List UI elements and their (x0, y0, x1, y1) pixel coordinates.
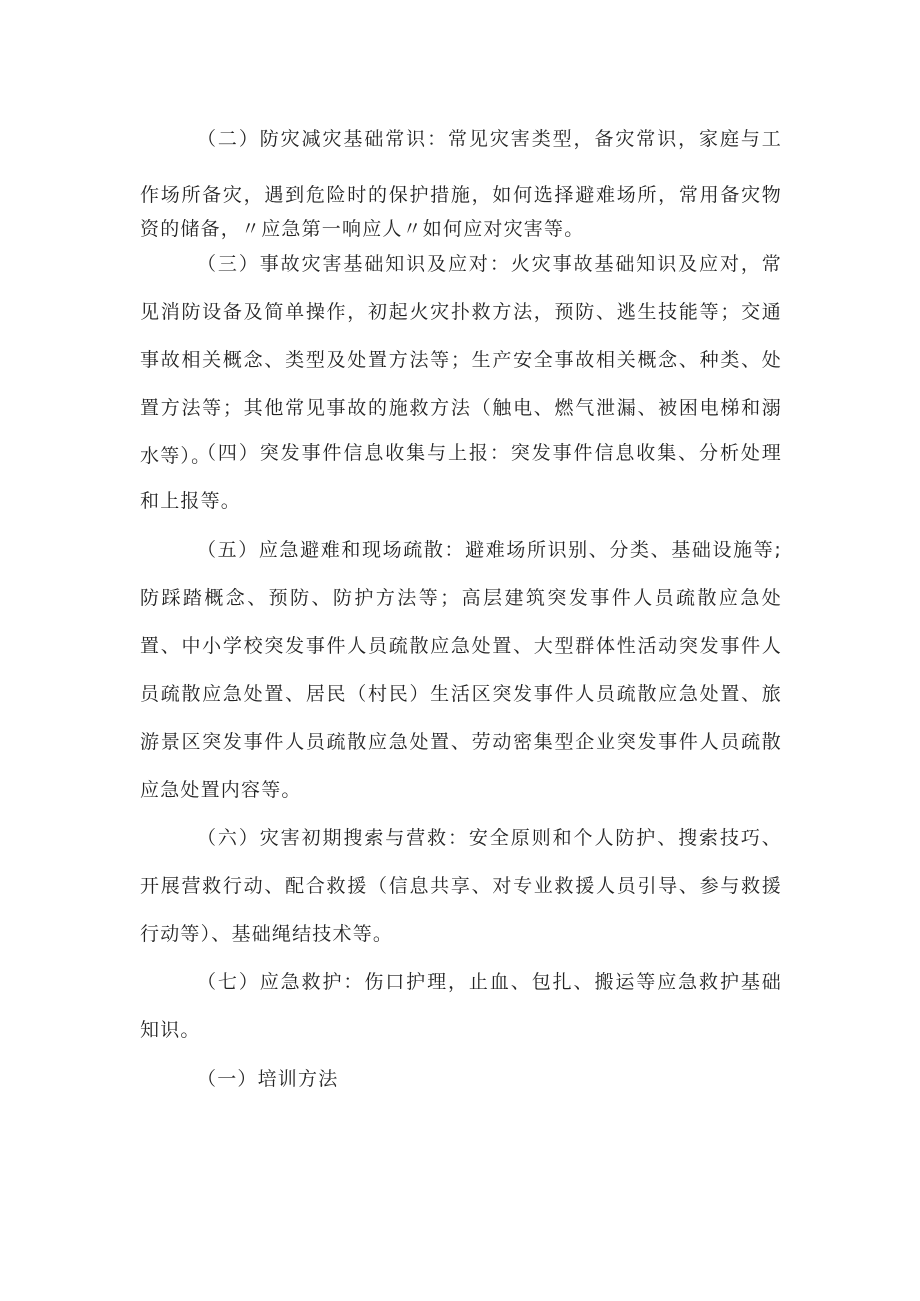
paragraph-disaster-reduction-heading-line: （二）防灾减灾基础常识：常见灾害类型，备灾常识，家庭与工 (197, 128, 782, 150)
paragraph-first-aid: （七）应急救护：伤口护理，止血、包扎、搬运等应急救护基础知识。 (140, 971, 782, 1041)
paragraph-training-method-heading: （一）培训方法 (197, 1068, 339, 1090)
paragraph-evacuation: （五）应急避难和现场疏散：避难场所识别、分类、基础设施等;防踩踏概念、预防、防护方法等；高层建筑突发事件人员疏散应急处置、中小学校突发事件人员疏散应急处置、大型群体性活动突发事件人员疏散应急处置、居民（村民）生活区突发事件人员疏散应急处置、旅游景区突发事件人员疏散应急处置、劳动密集型企业突发事件人员疏散应急处置内容等。 (140, 539, 782, 801)
paragraph-emergency-info-reporting: （四）突发事件信息收集与上报：突发事件信息收集、分析处理和上报等。 (140, 442, 782, 512)
paragraph-search-rescue: （六）灾害初期搜索与营救：安全原则和个人防护、搜索技巧、开展营救行动、配合救援（信息共享、对专业救援人员引导、参与救援行动等）、基础绳结技术等。 (140, 827, 782, 945)
paragraph-disaster-reduction-continued: 作场所备灾，遇到危险时的保护措施，如何选择避难场所，常用备灾物资的储备，〃应急第一响应人〃如何应对灾害等。 (140, 184, 782, 240)
paragraph-accident-disaster: （三）事故灾害基础知识及应对：火灾事故基础知识及应对，常见消防设备及简单操作，初起火灾扑救方法，预防、逃生技能等；交通事故相关概念、类型及处置方法等；生产安全事故相关概念、种类、处置方法等；其他常见事故的施救方法（触电、燃气泄漏、被困电梯和溺水等）。 (140, 253, 782, 467)
